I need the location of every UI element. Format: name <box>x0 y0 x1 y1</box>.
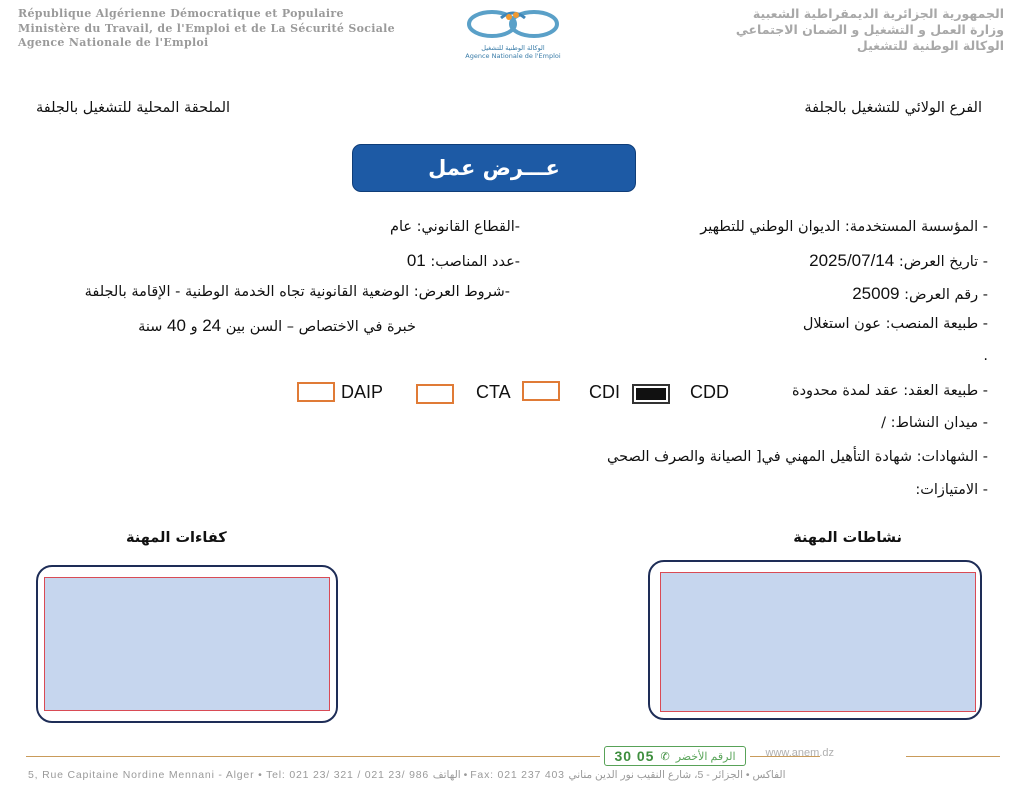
page-title: عـــرض عمل <box>352 144 636 192</box>
contract-nature-field: - طبيعة العقد: عقد لمدة محدودة <box>791 383 988 399</box>
header-arabic-block <box>736 6 1004 54</box>
phone-icon: ✆ <box>660 750 670 763</box>
positions-count-value: 01 <box>406 251 426 270</box>
offer-date-value: 2025/07/14 <box>809 251 895 270</box>
header-ar-line-1: الجمهورية الجزائرية الديمقراطية الشعبية <box>752 6 1004 21</box>
position-nature-field: - طبيعة المنصب: عون استغلال <box>802 316 988 332</box>
header-ar-line-3: الوكالة الوطنية للتشغيل <box>856 38 1004 53</box>
contract-type-cta-label: CTA <box>476 382 511 402</box>
header-ar-line-2: وزارة العمل و التشغيل و الضمان الاجتماعي <box>735 22 1004 37</box>
logo-caption-fr: Agence Nationale de l'Emploi <box>465 52 561 60</box>
age-unit: سنة <box>138 319 163 335</box>
age-min: 24 <box>202 316 222 335</box>
green-number-badge <box>604 746 746 766</box>
skills-title: كفاءات المهنة <box>126 530 227 546</box>
offer-conditions-field: -شروط العرض: الوضعية القانونية تجاه الخدمة الوطنية - الإقامة بالجلفة <box>84 284 510 300</box>
offer-number-value: 25009 <box>852 284 900 303</box>
skills-panel-content[interactable] <box>44 577 330 711</box>
positions-count-field <box>407 251 520 271</box>
contract-type-daip-label: DAIP <box>341 382 384 402</box>
activities-panel-content[interactable] <box>660 572 976 712</box>
website-link[interactable]: www.anem.dz <box>765 747 834 759</box>
footer-divider-left <box>26 756 600 757</box>
footer-address: 5, Rue Capitaine Nordine Mennani - Alger • Tel: 021 23/ 321 / 021 23/ 986 الهاتف • Fax: 021 237 403 الفاكس • الجزائر - 5، شارع النقيب نور الدين مناني <box>28 769 786 781</box>
activity-field: - ميدان النشاط: / <box>881 415 988 431</box>
contract-type-cdd-label: CDD <box>690 382 729 402</box>
contract-type-cdi-label: CDI <box>589 382 620 402</box>
header-fr-line-1: République Algérienne Démocratique et Populaire <box>18 7 344 20</box>
footer-divider-right <box>906 756 1000 757</box>
logo-caption-ar: الوكالة الوطنية للتشغيل <box>481 44 545 52</box>
activities-panel <box>648 560 982 720</box>
branch-wilaya: الفرع الولائي للتشغيل بالجلفة <box>804 100 982 116</box>
branch-local-annex: الملحقة المحلية للتشغيل بالجلفة <box>36 100 231 116</box>
age-and: و <box>190 319 198 335</box>
certificates-field: - الشهادات: شهادة التأهيل المهني في[ الصيانة والصرف الصحي <box>607 449 988 465</box>
legal-sector-field: -القطاع القانوني: عام <box>390 219 520 235</box>
offer-number-field <box>852 284 988 304</box>
empty-bullet: . <box>983 348 988 364</box>
offer-date-field <box>809 251 988 271</box>
age-max: 40 <box>167 316 186 335</box>
offer-conditions-continued <box>138 316 416 336</box>
green-number: 30 05 <box>614 748 655 764</box>
offer-number-label: - رقم العرض: <box>904 287 988 303</box>
activities-title: نشاطات المهنة <box>793 530 902 546</box>
green-number-label: الرقم الأخضر <box>675 750 736 763</box>
positions-count-label: -عدد المناصب: <box>430 254 520 270</box>
conditions-cont-text: خبرة في الاختصاص – السن بين <box>225 319 416 335</box>
contract-type-cta-checkbox[interactable] <box>522 381 560 401</box>
contract-type-daip-checkbox[interactable] <box>297 382 335 402</box>
logo-caption <box>446 44 580 60</box>
contract-type-cdi-checkbox[interactable] <box>632 384 670 404</box>
header-fr-line-2: Ministère du Travail, de l'Emploi et de La Sécurité Sociale <box>18 21 395 35</box>
employer-field: - المؤسسة المستخدمة: الديوان الوطني للتطهير <box>700 219 988 235</box>
skills-panel <box>36 565 338 723</box>
header-fr-line-3: Agence Nationale de l'Emploi <box>18 36 209 49</box>
privileges-field: - الامتيازات: <box>915 482 988 498</box>
offer-date-label: - تاريخ العرض: <box>898 254 988 270</box>
contract-type-empty-checkbox[interactable] <box>416 384 454 404</box>
header-french-block <box>18 7 395 51</box>
